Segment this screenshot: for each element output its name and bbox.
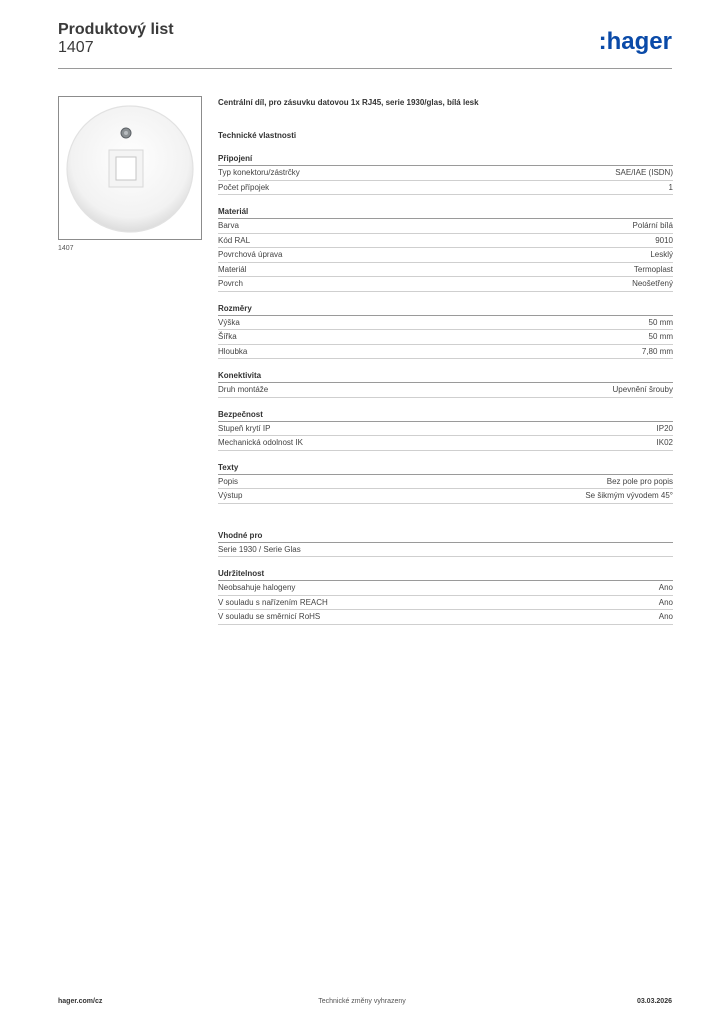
spec-row [218, 330, 673, 345]
spec-content [218, 97, 673, 625]
spec-row [218, 181, 673, 196]
spec-label: Povrch [218, 279, 243, 288]
technical-properties-title: Technické vlastnosti [218, 131, 297, 140]
spec-value: Termoplast [633, 264, 673, 274]
spec-value: 7,80 mm [641, 346, 673, 356]
header-divider [58, 68, 672, 69]
spec-value: SAE/IAE (ISDN) [615, 168, 673, 177]
spec-value: Ano [658, 597, 673, 607]
spec-row [218, 543, 673, 558]
data-socket-cover-illustration [59, 97, 201, 239]
spec-row [218, 581, 673, 596]
spec-label: Počet přípojek [218, 182, 270, 192]
product-number: 1407 [58, 39, 94, 56]
spec-row [218, 219, 673, 234]
section-title: Rozměry [218, 303, 673, 316]
spec-label: Výstup [218, 491, 243, 500]
spec-row [218, 316, 673, 331]
section-title: Materiál [218, 206, 673, 219]
spec-value: 9010 [655, 235, 673, 245]
spec-value: IK02 [656, 438, 673, 447]
spec-row [218, 383, 673, 398]
spec-section [218, 568, 673, 625]
spec-label: Povrchová úprava [218, 250, 283, 259]
spec-label: Materiál [218, 264, 247, 274]
spec-label: Mechanická odolnost IK [218, 438, 303, 447]
spec-row [218, 422, 673, 437]
spec-row [218, 263, 673, 278]
spec-section [218, 409, 673, 451]
hager-logo [582, 27, 672, 57]
section-title: Připojení [218, 153, 673, 166]
spec-row [218, 489, 673, 504]
spec-value: Neošetřený [632, 279, 673, 288]
spec-value: Ano [658, 583, 673, 592]
spec-value: Se šikmým vývodem 45° [585, 491, 673, 500]
spec-value: Lesklý [650, 250, 673, 259]
spec-section [218, 370, 673, 398]
spec-label: Neobsahuje halogeny [218, 583, 296, 592]
spec-row [218, 610, 673, 625]
spec-value: IP20 [656, 423, 673, 433]
spec-label: Hloubka [218, 346, 248, 356]
screw-head-icon [124, 131, 128, 135]
hager-logo-text: :hager [598, 28, 672, 55]
spec-label: Popis [218, 476, 239, 486]
section-title: Texty [218, 462, 673, 475]
product-description: Centrální díl, pro zásuvku datovou 1x RJ45, serie 1930/glas, bílá lesk [218, 98, 479, 107]
spec-label: V souladu se směrnicí RoHS [218, 612, 321, 621]
spec-value: Upevnění šrouby [612, 385, 673, 394]
spec-row [218, 436, 673, 451]
spec-section [218, 462, 673, 504]
spec-value: Polární bílá [632, 221, 673, 230]
spec-row [218, 596, 673, 611]
spec-label: V souladu s nařízením REACH [218, 597, 328, 607]
page-title: Produktový list [58, 21, 174, 38]
spec-value: Bez pole pro popis [606, 476, 673, 486]
spec-row [218, 234, 673, 249]
spec-value: 1 [668, 182, 673, 192]
footer-note: Technické změny vyhrazeny [318, 998, 406, 1005]
section-title: Bezpečnost [218, 409, 673, 422]
product-image [58, 96, 202, 240]
spec-section [218, 206, 673, 292]
spec-section [218, 153, 673, 195]
rj45-port-opening [116, 157, 136, 180]
spec-label: Serie 1930 / Serie Glas [218, 544, 301, 554]
footer-date: 03.03.2026 [636, 998, 672, 1005]
spec-label: Typ konektoru/zástrčky [218, 168, 300, 177]
spec-label: Druh montáže [218, 385, 269, 394]
spec-value: Ano [658, 612, 673, 621]
spec-value: 50 mm [648, 332, 673, 341]
spec-sections [218, 153, 673, 625]
spec-row [218, 277, 673, 292]
spec-row [218, 475, 673, 490]
spec-section [218, 530, 673, 558]
spec-label: Stupeň krytí IP [218, 423, 271, 433]
section-title: Vhodné pro [218, 530, 673, 543]
spec-label: Šířka [218, 332, 237, 341]
spec-row [218, 248, 673, 263]
spec-label: Kód RAL [218, 235, 251, 245]
spec-value: 50 mm [648, 317, 673, 327]
footer-website: hager.com/cz [58, 998, 103, 1005]
spec-label: Výška [218, 317, 240, 327]
section-title: Udržitelnost [218, 568, 673, 581]
spec-section [218, 303, 673, 360]
spec-row [218, 166, 673, 181]
spec-label: Barva [218, 221, 239, 230]
section-title: Konektivita [218, 370, 673, 383]
image-caption: 1407 [58, 245, 74, 252]
spec-row [218, 345, 673, 360]
